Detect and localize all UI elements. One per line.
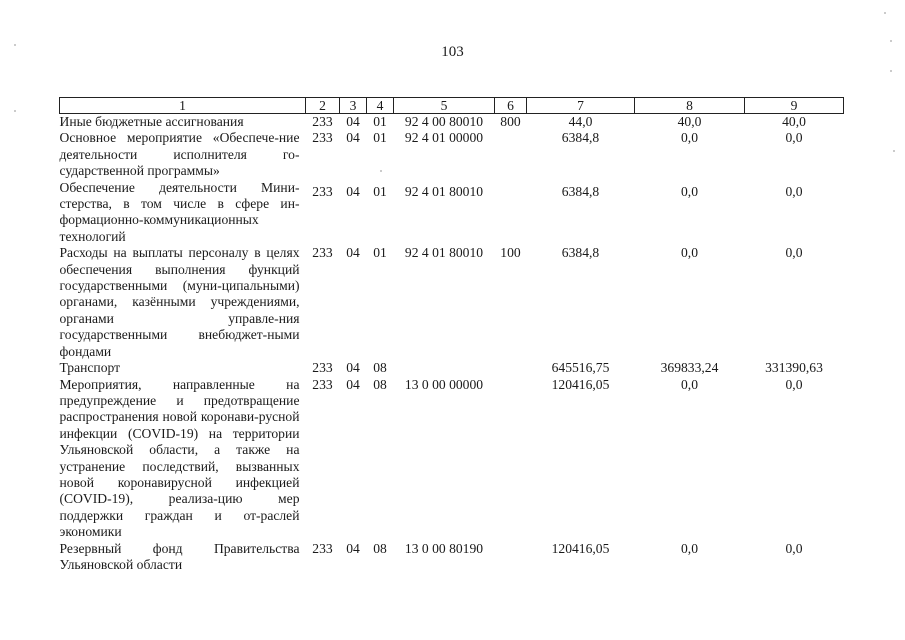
row-name: Расходы на выплаты персоналу в целях обеспечения выполнения функций государственными (муни-ципальными) органами, казёнными учреждениями, органами управле-ния государственными внебюджет-ными фондами (59, 245, 300, 359)
row-expense-type: 800 (500, 114, 521, 129)
row-value-7: 645516,75 (551, 360, 610, 376)
row-expense-type (495, 130, 527, 179)
header-col-9: 9 (745, 98, 844, 114)
table-row (60, 377, 844, 541)
page-number: 103 (441, 44, 464, 60)
row-value-8: 0,0 (681, 376, 698, 392)
row-target-code (394, 360, 495, 376)
row-value-9: 40,0 (782, 114, 806, 129)
scan-speck (893, 150, 895, 152)
row-ministry-code: 233 (312, 376, 333, 392)
table-row (60, 180, 844, 246)
row-value-7: 6384,8 (561, 130, 600, 146)
row-value-9: 0,0 (785, 540, 803, 556)
row-expense-type (495, 360, 527, 376)
row-ministry-code: 233 (312, 130, 333, 146)
row-ministry-code: 233 (312, 183, 333, 199)
header-col-4: 4 (367, 98, 394, 114)
row-value-8: 0,0 (681, 183, 698, 199)
header-col-5: 5 (394, 98, 495, 114)
row-section-code: 04 (346, 376, 360, 392)
header-col-3: 3 (340, 98, 367, 114)
row-value-7: 6384,8 (561, 245, 600, 261)
row-value-8: 369833,24 (660, 360, 719, 376)
row-name: Основное мероприятие «Обеспече-ние деятельности исполнителя го-сударственной программы» (59, 130, 300, 179)
row-expense-type: 100 (500, 245, 521, 261)
row-subsection-code: 01 (373, 114, 387, 129)
row-target-code: 92 4 01 80010 (404, 245, 484, 261)
row-ministry-code: 233 (312, 245, 333, 261)
row-value-9: 0,0 (785, 130, 803, 146)
row-expense-type (495, 180, 527, 246)
row-value-9: 0,0 (785, 376, 803, 392)
row-subsection-code: 08 (373, 376, 387, 392)
row-value-7: 6384,8 (561, 183, 600, 199)
row-section-code: 04 (346, 540, 360, 556)
table-row (60, 130, 844, 179)
row-subsection-code: 01 (373, 245, 387, 261)
table-row (60, 541, 844, 574)
header-col-6: 6 (495, 98, 527, 114)
row-target-code: 92 4 00 80010 (404, 114, 484, 129)
row-value-9: 331390,63 (765, 360, 823, 376)
row-section-code: 04 (346, 245, 360, 261)
row-name: Резервный фонд Правительства Ульяновской области (59, 540, 300, 572)
row-subsection-code: 08 (373, 360, 387, 376)
scan-speck (14, 44, 16, 46)
header-col-2: 2 (306, 98, 340, 114)
row-name: Мероприятия, направленные на предупреждение и предотвращение распространения новой коронави-русной инфекции (COVID-19) на территории Ульяновской области, а также на устранение последствий, вызванных новой коронавирусной инфекцией (COVID-19), реализа-цию мер поддержки граждан и от-раслей экономики (59, 376, 300, 540)
row-value-8: 0,0 (681, 245, 698, 261)
row-ministry-code: 233 (312, 114, 333, 129)
row-name: Транспорт (59, 360, 121, 376)
row-section-code: 04 (346, 360, 360, 376)
row-section-code: 04 (346, 183, 360, 199)
row-value-8: 0,0 (681, 130, 698, 146)
row-value-9: 0,0 (785, 245, 803, 261)
row-section-code: 04 (346, 130, 360, 146)
row-subsection-code: 08 (373, 540, 387, 556)
row-name: Иные бюджетные ассигнования (59, 114, 244, 129)
row-subsection-code: 01 (373, 183, 387, 199)
row-ministry-code: 233 (312, 540, 333, 556)
row-section-code: 04 (346, 114, 360, 129)
scan-speck (14, 110, 16, 112)
row-expense-type (495, 541, 527, 574)
row-value-7: 44,0 (568, 114, 593, 129)
scan-speck (890, 40, 892, 42)
row-value-8: 40,0 (677, 114, 702, 129)
table-row (60, 114, 844, 131)
header-col-8: 8 (635, 98, 745, 114)
row-value-9: 0,0 (785, 183, 803, 199)
row-expense-type (495, 377, 527, 541)
row-subsection-code: 01 (373, 130, 387, 146)
scan-speck (884, 12, 886, 14)
row-value-8: 0,0 (681, 540, 698, 556)
header-col-1: 1 (60, 98, 306, 114)
scan-speck (890, 70, 892, 72)
row-target-code: 13 0 00 00000 (404, 376, 484, 392)
row-value-7: 120416,05 (551, 376, 610, 392)
row-target-code: 92 4 01 80010 (404, 183, 484, 199)
row-target-code: 13 0 00 80190 (404, 540, 484, 556)
row-ministry-code: 233 (312, 360, 333, 376)
budget-table (59, 97, 844, 573)
row-target-code: 92 4 01 00000 (404, 130, 484, 146)
table-header-row (60, 98, 844, 114)
table-row (60, 245, 844, 360)
row-name: Обеспечение деятельности Мини-стерства, в том числе в сфере ин-формационно-коммуникационных технологий (59, 179, 300, 244)
header-col-7: 7 (527, 98, 635, 114)
row-value-7: 120416,05 (551, 540, 610, 556)
scan-speck (380, 170, 382, 172)
table-row (60, 360, 844, 376)
